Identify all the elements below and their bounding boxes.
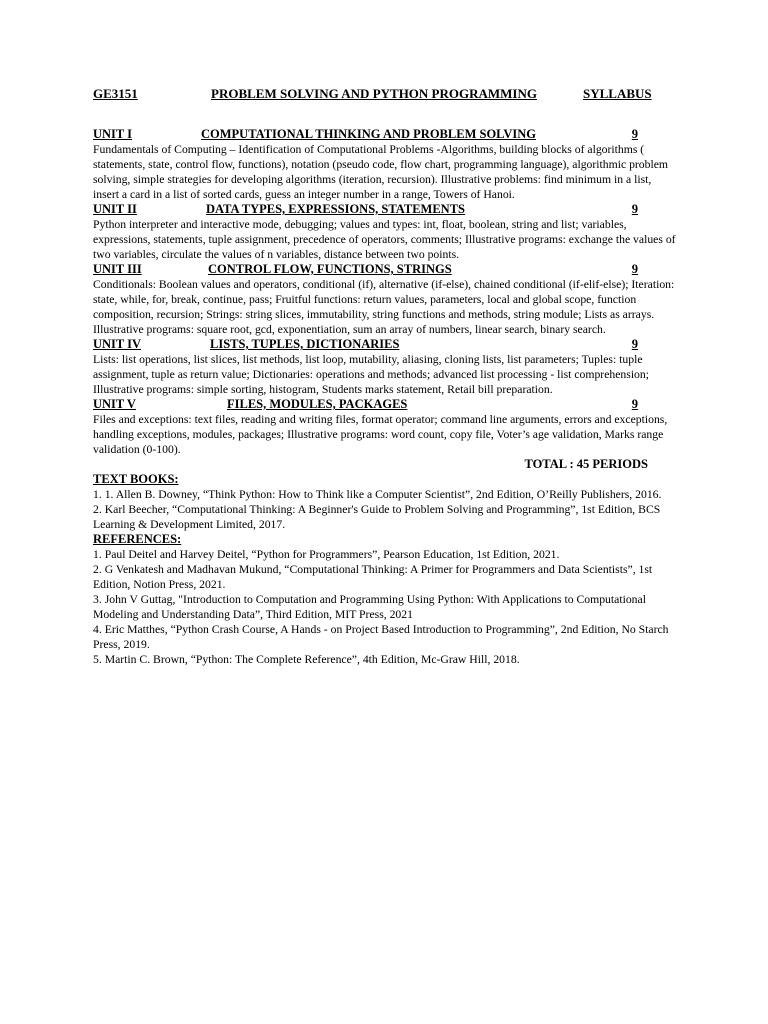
- unit-4: [93, 337, 678, 397]
- unit-5: [93, 397, 678, 457]
- list-item: 3. John V Guttag, "Introduction to Computation and Programming Using Python: With Applications to Computational Modeling and Understanding Data”, Third Edition, MIT Press, 2021: [93, 593, 646, 621]
- unit-content: Conditionals: Boolean values and operators, conditional (if), alternative (if-else), chained conditional (if-elif-else); Iteration: state, while, for, break, continue, pass; Fruitful functions: return values, parameters, local and global scope, function composition, recursion; Strings: string slices, immutability, string functions and methods, string module; Lists as arrays. Illustrative programs: square root, gcd, exponentiation, sum an array of numbers, linear search, binary search.: [93, 278, 675, 336]
- unit-title: LISTS, TUPLES, DICTIONARIES: [210, 337, 400, 351]
- unit-content: Fundamentals of Computing – Identification of Computational Problems -Algorithms, building blocks of algorithms ( statements, state, control flow, functions), notation (pseudo code, flow chart, programming language), algorithmic problem solving, simple strategies for developing algorithms (iteration, recursion). Illustrative problems: find minimum in a list, insert a card in a list of sorted cards, guess an integer number in a range, Towers of Hanoi.: [93, 143, 669, 201]
- syllabus-label: SYLLABUS: [583, 86, 652, 101]
- unit-3: [93, 262, 678, 337]
- unit-heading: [93, 127, 638, 142]
- references-section: [93, 532, 678, 667]
- unit-content: Files and exceptions: text files, reading and writing files, format operator; command line arguments, errors and exceptions, handling exceptions, modules, packages; Illustrative programs: word count, copy file, Voter’s age validation, Marks range validation (0-100).: [93, 413, 668, 456]
- unit-2: [93, 202, 678, 262]
- references-list: [93, 547, 678, 667]
- unit-number: UNIT IV: [93, 337, 142, 351]
- text-books-list: [93, 487, 678, 532]
- unit-heading: [93, 202, 638, 217]
- unit-number: UNIT II: [93, 202, 137, 216]
- list-item: 2. Karl Beecher, “Computational Thinking: A Beginner's Guide to Problem Solving and Programming”, 1st Edition, BCS Learning & Development Limited, 2017.: [93, 503, 661, 531]
- unit-number: UNIT III: [93, 262, 142, 276]
- unit-content: Python interpreter and interactive mode, debugging; values and types: int, float, boolean, string and list; variables, expressions, statements, tuple assignment, precedence of operators, comments; Illustrative programs: exchange the values of two variables, circulate the values of n variables, distance between two points.: [93, 218, 676, 261]
- course-code: GE3151: [93, 86, 138, 101]
- unit-title: DATA TYPES, EXPRESSIONS, STATEMENTS: [206, 202, 465, 216]
- text-books-section: [93, 472, 678, 532]
- unit-number: UNIT V: [93, 397, 136, 411]
- unit-content: Lists: list operations, list slices, list methods, list loop, mutability, aliasing, cloning lists, list parameters; Tuples: tuple assignment, tuple as return value; Dictionaries: operations and methods; advanced list processing - list comprehension; Illustrative programs: simple sorting, histogram, Students marks statement, Retail bill preparation.: [93, 353, 649, 396]
- unit-hours: 9: [631, 262, 638, 276]
- list-item: 2. G Venkatesh and Madhavan Mukund, “Computational Thinking: A Primer for Programmers and Data Scientists”, 1st Edition, Notion Press, 2021.: [93, 563, 653, 591]
- document-header: [93, 86, 678, 102]
- total-periods: TOTAL : 45 PERIODS: [524, 457, 648, 471]
- references-heading: REFERENCES:: [93, 532, 182, 546]
- unit-heading: [93, 262, 638, 277]
- unit-number: UNIT I: [93, 127, 133, 141]
- unit-1: [93, 127, 678, 202]
- unit-title: COMPUTATIONAL THINKING AND PROBLEM SOLVING: [201, 127, 537, 141]
- list-item: 1. Paul Deitel and Harvey Deitel, “Python for Programmers”, Pearson Education, 1st Edition, 2021.: [93, 548, 560, 561]
- unit-hours: 9: [631, 337, 638, 351]
- list-item: 5. Martin C. Brown, “Python: The Complete Reference”, 4th Edition, Mc-Graw Hill, 2018.: [93, 653, 520, 666]
- course-title: PROBLEM SOLVING AND PYTHON PROGRAMMING: [211, 86, 537, 101]
- list-item: 4. Eric Matthes, “Python Crash Course, A Hands - on Project Based Introduction to Programming”, 2nd Edition, No Starch Press, 2019.: [93, 623, 669, 651]
- unit-hours: 9: [631, 127, 638, 141]
- syllabus-content: [93, 86, 678, 667]
- unit-title: CONTROL FLOW, FUNCTIONS, STRINGS: [208, 262, 452, 276]
- unit-title: FILES, MODULES, PACKAGES: [227, 397, 408, 411]
- unit-hours: 9: [631, 202, 638, 216]
- unit-hours: 9: [631, 397, 638, 411]
- list-item: 1. 1. Allen B. Downey, “Think Python: How to Think like a Computer Scientist”, 2nd Edition, O’Reilly Publishers, 2016.: [93, 488, 662, 501]
- text-books-heading: TEXT BOOKS:: [93, 472, 179, 486]
- unit-heading: [93, 337, 638, 352]
- unit-heading: [93, 397, 638, 412]
